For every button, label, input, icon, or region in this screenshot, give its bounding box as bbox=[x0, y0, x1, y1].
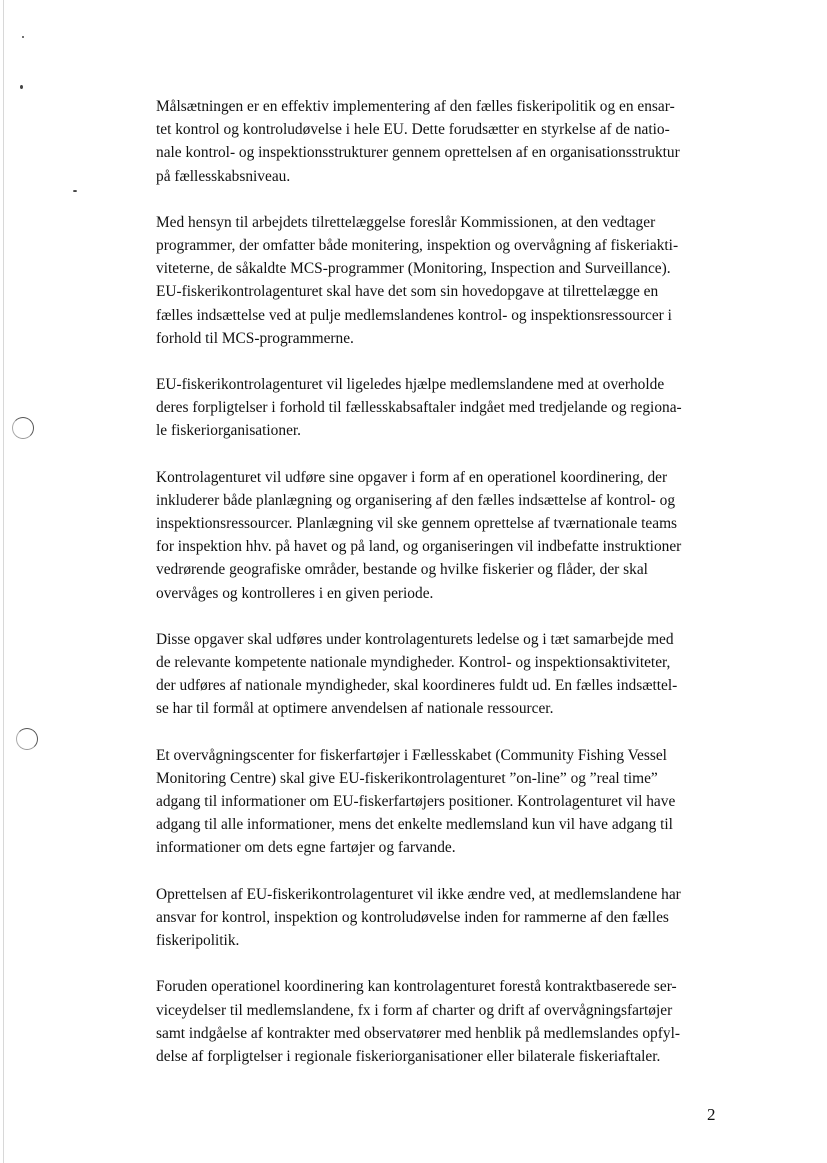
text-line: viteterne, de såkaldte MCS-programmer (Monitoring, Inspection and Surveillance). bbox=[156, 260, 671, 278]
scan-edge-line bbox=[3, 0, 4, 1163]
text-line: de relevante kompetente nationale myndigheder. Kontrol- og inspektionsaktiviteter, bbox=[156, 654, 671, 672]
text-line: deres forpligtelser i forhold til fællesskabsaftaler indgået med tredjelande og regiona- bbox=[156, 399, 682, 417]
paragraph-7 bbox=[156, 883, 731, 953]
paragraph-6 bbox=[156, 744, 731, 860]
text-line: overvåges og kontrolleres i en given periode. bbox=[156, 584, 434, 602]
text-line: programmer, der omfatter både monitering, inspektion og overvågning af fiskeriakti- bbox=[156, 237, 679, 255]
scan-speck bbox=[20, 85, 23, 89]
text-line: Oprettelsen af EU-fiskerikontrolagenturet vil ikke ændre ved, at medlemslandene har bbox=[156, 885, 681, 903]
text-line: viceydelser til medlemslandene, fx i form af charter og drift af overvågningsfartøjer bbox=[156, 1001, 673, 1019]
text-line: Et overvågningscenter for fiskerfartøjer i Fællesskabet (Community Fishing Vessel bbox=[156, 746, 667, 764]
paragraph-5 bbox=[156, 628, 731, 721]
text-line: EU-fiskerikontrolagenturet skal have det som sin hovedopgave at tilrettelægge en bbox=[156, 283, 659, 301]
document-body bbox=[156, 95, 731, 1091]
text-line: for inspektion hhv. på havet og på land, og organiseringen vil indbefatte instruktioner bbox=[156, 538, 682, 556]
paragraph-3 bbox=[156, 373, 731, 443]
text-line: Disse opgaver skal udføres under kontrolagenturets ledelse og i tæt samarbejde med bbox=[156, 630, 674, 648]
paragraph-2 bbox=[156, 211, 731, 350]
text-line: le fiskeriorganisationer. bbox=[156, 422, 302, 440]
text-line: delse af forpligtelser i regionale fiskeriorganisationer eller bilaterale fiskeriaftaler. bbox=[156, 1047, 661, 1065]
text-line: se har til formål at optimere anvendelsen af nationale ressourcer. bbox=[156, 700, 554, 718]
paragraph-8 bbox=[156, 975, 731, 1068]
page-number: 2 bbox=[707, 1105, 716, 1124]
text-line: inspektionsressourcer. Planlægning vil ske gennem oprettelse af tværnationale teams bbox=[156, 515, 678, 533]
text-line: Målsætningen er en effektiv implementering af den fælles fiskeripolitik og en ensar- bbox=[156, 98, 675, 115]
text-line: Kontrolagenturet vil udføre sine opgaver i form af en operationel koordinering, der bbox=[156, 468, 668, 486]
scan-speck bbox=[73, 190, 77, 192]
text-line: samt indgåelse af kontrakter med observatører med henblik på medlemslandes opfyl- bbox=[156, 1024, 680, 1042]
text-line: adgang til informationer om EU-fiskerfartøjers positioner. Kontrolagenturet vil have bbox=[156, 793, 676, 811]
text-line: inkluderer både planlægning og organisering af den fælles indsættelse af kontrol- og bbox=[156, 491, 676, 509]
text-line: der udføres af nationale myndigheder, skal koordineres fuldt ud. En fælles indsættel- bbox=[156, 677, 678, 695]
text-line: fælles indsættelse ved at pulje medlemslandenes kontrol- og inspektionsressourcer i bbox=[156, 306, 672, 324]
text-line: informationer om dets egne fartøjer og farvande. bbox=[156, 839, 456, 857]
text-line: EU-fiskerikontrolagenturet vil ligeledes hjælpe medlemslandene med at overholde bbox=[156, 376, 665, 394]
paragraph-4 bbox=[156, 466, 731, 605]
text-line: fiskeripolitik. bbox=[156, 932, 240, 950]
text-line: Monitoring Centre) skal give EU-fiskerikontrolagenturet ”on-line” og ”real time” bbox=[156, 769, 658, 787]
scan-speck bbox=[22, 36, 24, 38]
text-line: adgang til alle informationer, mens det enkelte medlemsland kun vil have adgang til bbox=[156, 816, 673, 834]
text-line: Foruden operationel koordinering kan kontrolagenturet forestå kontraktbaserede ser- bbox=[156, 978, 677, 996]
paragraph-1 bbox=[156, 95, 731, 188]
punch-hole-bottom bbox=[16, 728, 38, 750]
punch-hole-top bbox=[12, 417, 34, 439]
text-line: ansvar for kontrol, inspektion og kontroludøvelse inden for rammerne af den fælles bbox=[156, 908, 669, 926]
text-line: på fællesskabsniveau. bbox=[156, 167, 291, 185]
text-line: vedrørende geografiske områder, bestande og hvilke fiskerier og flåder, der skal bbox=[156, 561, 648, 579]
text-line: nale kontrol- og inspektionsstrukturer gennem oprettelsen af en organisationsstruktur bbox=[156, 144, 680, 162]
text-line: tet kontrol og kontroludøvelse i hele EU. Dette forudsætter en styrkelse af de natio- bbox=[156, 121, 670, 139]
text-line: forhold til MCS-programmerne. bbox=[156, 329, 354, 347]
text-line: Med hensyn til arbejdets tilrettelæggelse foreslår Kommissionen, at den vedtager bbox=[156, 213, 656, 231]
